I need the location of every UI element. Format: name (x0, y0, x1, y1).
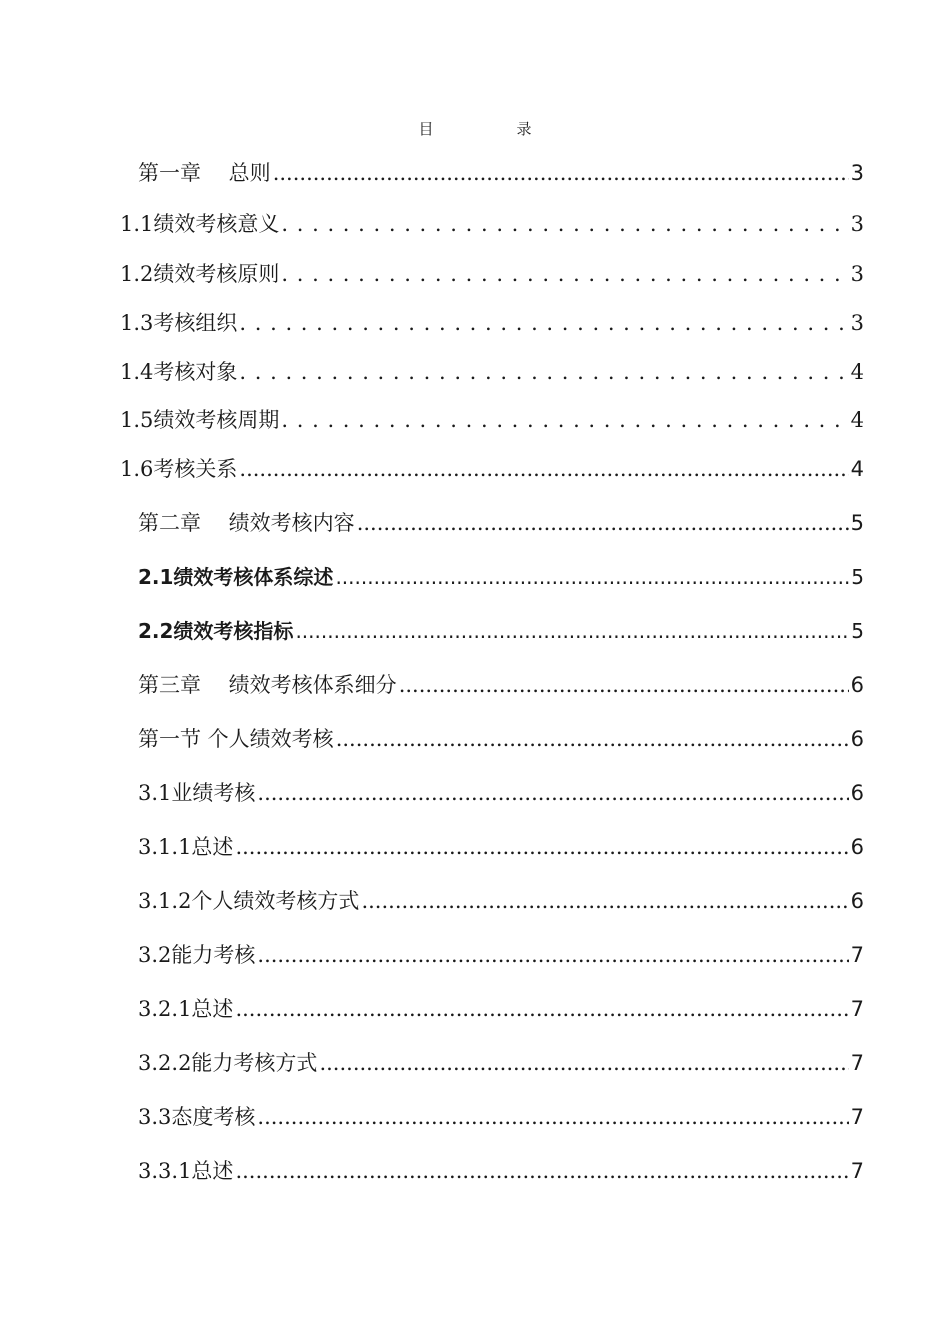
toc-entry-label: 3.2.1总述 (138, 997, 234, 1021)
toc-page-number: 7 (850, 1051, 864, 1075)
toc-entry-label: 3.3.1总述 (138, 1159, 234, 1183)
toc-entry-1-3[interactable] (120, 307, 864, 337)
toc-entry-label: 第一节 个人绩效考核 (138, 727, 334, 751)
toc-page-number: 7 (850, 943, 864, 967)
toc-leader (319, 1051, 848, 1075)
toc-entry-1-4[interactable] (120, 356, 864, 386)
toc-page-number: 4 (850, 360, 864, 384)
toc-entry-label: 第二章 绩效考核内容 (138, 511, 355, 535)
toc-leader (281, 262, 848, 286)
toc-leader (399, 673, 849, 697)
toc-entry-3-2[interactable] (138, 939, 864, 969)
toc-entry-2-2[interactable] (138, 615, 864, 644)
toc-entry-label: 1.2绩效考核原则 (120, 262, 280, 286)
toc-entry-1-5[interactable] (120, 404, 864, 434)
toc-entry-3-1-2[interactable] (138, 885, 864, 915)
toc-leader (335, 565, 849, 589)
toc-entry-3-3[interactable] (138, 1101, 864, 1131)
toc-entry-1-6[interactable] (120, 453, 864, 483)
toc-entry-label: 第三章 绩效考核体系细分 (138, 673, 397, 697)
toc-leader (361, 889, 848, 913)
toc-leader (257, 943, 848, 967)
toc-entry-3-1-1[interactable] (138, 831, 864, 861)
toc-entry-label: 1.5绩效考核周期 (120, 408, 280, 432)
toc-entry-3-1[interactable] (138, 777, 864, 807)
toc-leader (336, 727, 849, 751)
toc-entry-2-1[interactable] (138, 561, 864, 590)
toc-leader (235, 835, 848, 859)
toc-leader (235, 1159, 848, 1183)
toc-leader (235, 997, 848, 1021)
toc-page-number: 7 (850, 1105, 864, 1129)
toc-page-number: 7 (850, 1159, 864, 1183)
toc-page-number: 4 (850, 408, 864, 432)
toc-entry-3-2-1[interactable] (138, 993, 864, 1023)
toc-entry-chapter-3[interactable] (138, 669, 864, 699)
toc-page-number: 6 (850, 889, 864, 913)
toc-page-number: 6 (850, 673, 864, 697)
toc-page-number: 3 (850, 311, 864, 335)
toc-leader (257, 781, 848, 805)
toc-page-number: 3 (850, 262, 864, 286)
toc-entry-label: 1.3考核组织 (120, 311, 238, 335)
toc-entry-3-2-2[interactable] (138, 1047, 864, 1077)
toc-entry-label: 3.3态度考核 (138, 1105, 256, 1129)
toc-leader (239, 457, 848, 481)
toc-page-number: 5 (850, 511, 864, 535)
toc-entry-1-1[interactable] (120, 208, 864, 238)
toc-entry-chapter-2[interactable] (138, 507, 864, 537)
toc-page-number: 6 (850, 835, 864, 859)
toc-entry-label: 3.1业绩考核 (138, 781, 256, 805)
toc-entry-label: 第一章 总则 (138, 161, 271, 185)
toc-leader (295, 619, 849, 643)
toc-entry-1-2[interactable] (120, 258, 864, 288)
toc-entry-label: 3.2.2能力考核方式 (138, 1051, 318, 1075)
toc-entry-label: 2.2绩效考核指标 (138, 619, 294, 643)
toc-leader (281, 408, 848, 432)
toc-leader (239, 311, 848, 335)
toc-page-number: 5 (851, 619, 864, 643)
toc-entry-label: 2.1绩效考核体系综述 (138, 565, 334, 589)
toc-leader (273, 161, 849, 185)
toc-page-number: 3 (850, 212, 864, 236)
toc-title: 目 录 (418, 120, 566, 138)
toc-leader (281, 212, 848, 236)
toc-leader (239, 360, 848, 384)
toc-entry-label: 3.1.1总述 (138, 835, 234, 859)
toc-entry-section-1[interactable] (138, 723, 864, 753)
toc-page-number: 3 (850, 161, 864, 185)
toc-page-number: 6 (850, 781, 864, 805)
toc-entry-3-3-1[interactable] (138, 1155, 864, 1185)
toc-page-number: 7 (850, 997, 864, 1021)
toc-page-number: 5 (851, 565, 864, 589)
toc-entry-chapter-1[interactable] (138, 157, 864, 187)
toc-page-number: 4 (850, 457, 864, 481)
toc-leader (357, 511, 849, 535)
toc-entry-label: 3.2能力考核 (138, 943, 256, 967)
toc-page-number: 6 (850, 727, 864, 751)
toc-entry-label: 1.1绩效考核意义 (120, 212, 280, 236)
toc-leader (257, 1105, 848, 1129)
toc-entry-label: 1.4考核对象 (120, 360, 238, 384)
toc-entry-label: 3.1.2个人绩效考核方式 (138, 889, 360, 913)
toc-entry-label: 1.6考核关系 (120, 457, 238, 481)
